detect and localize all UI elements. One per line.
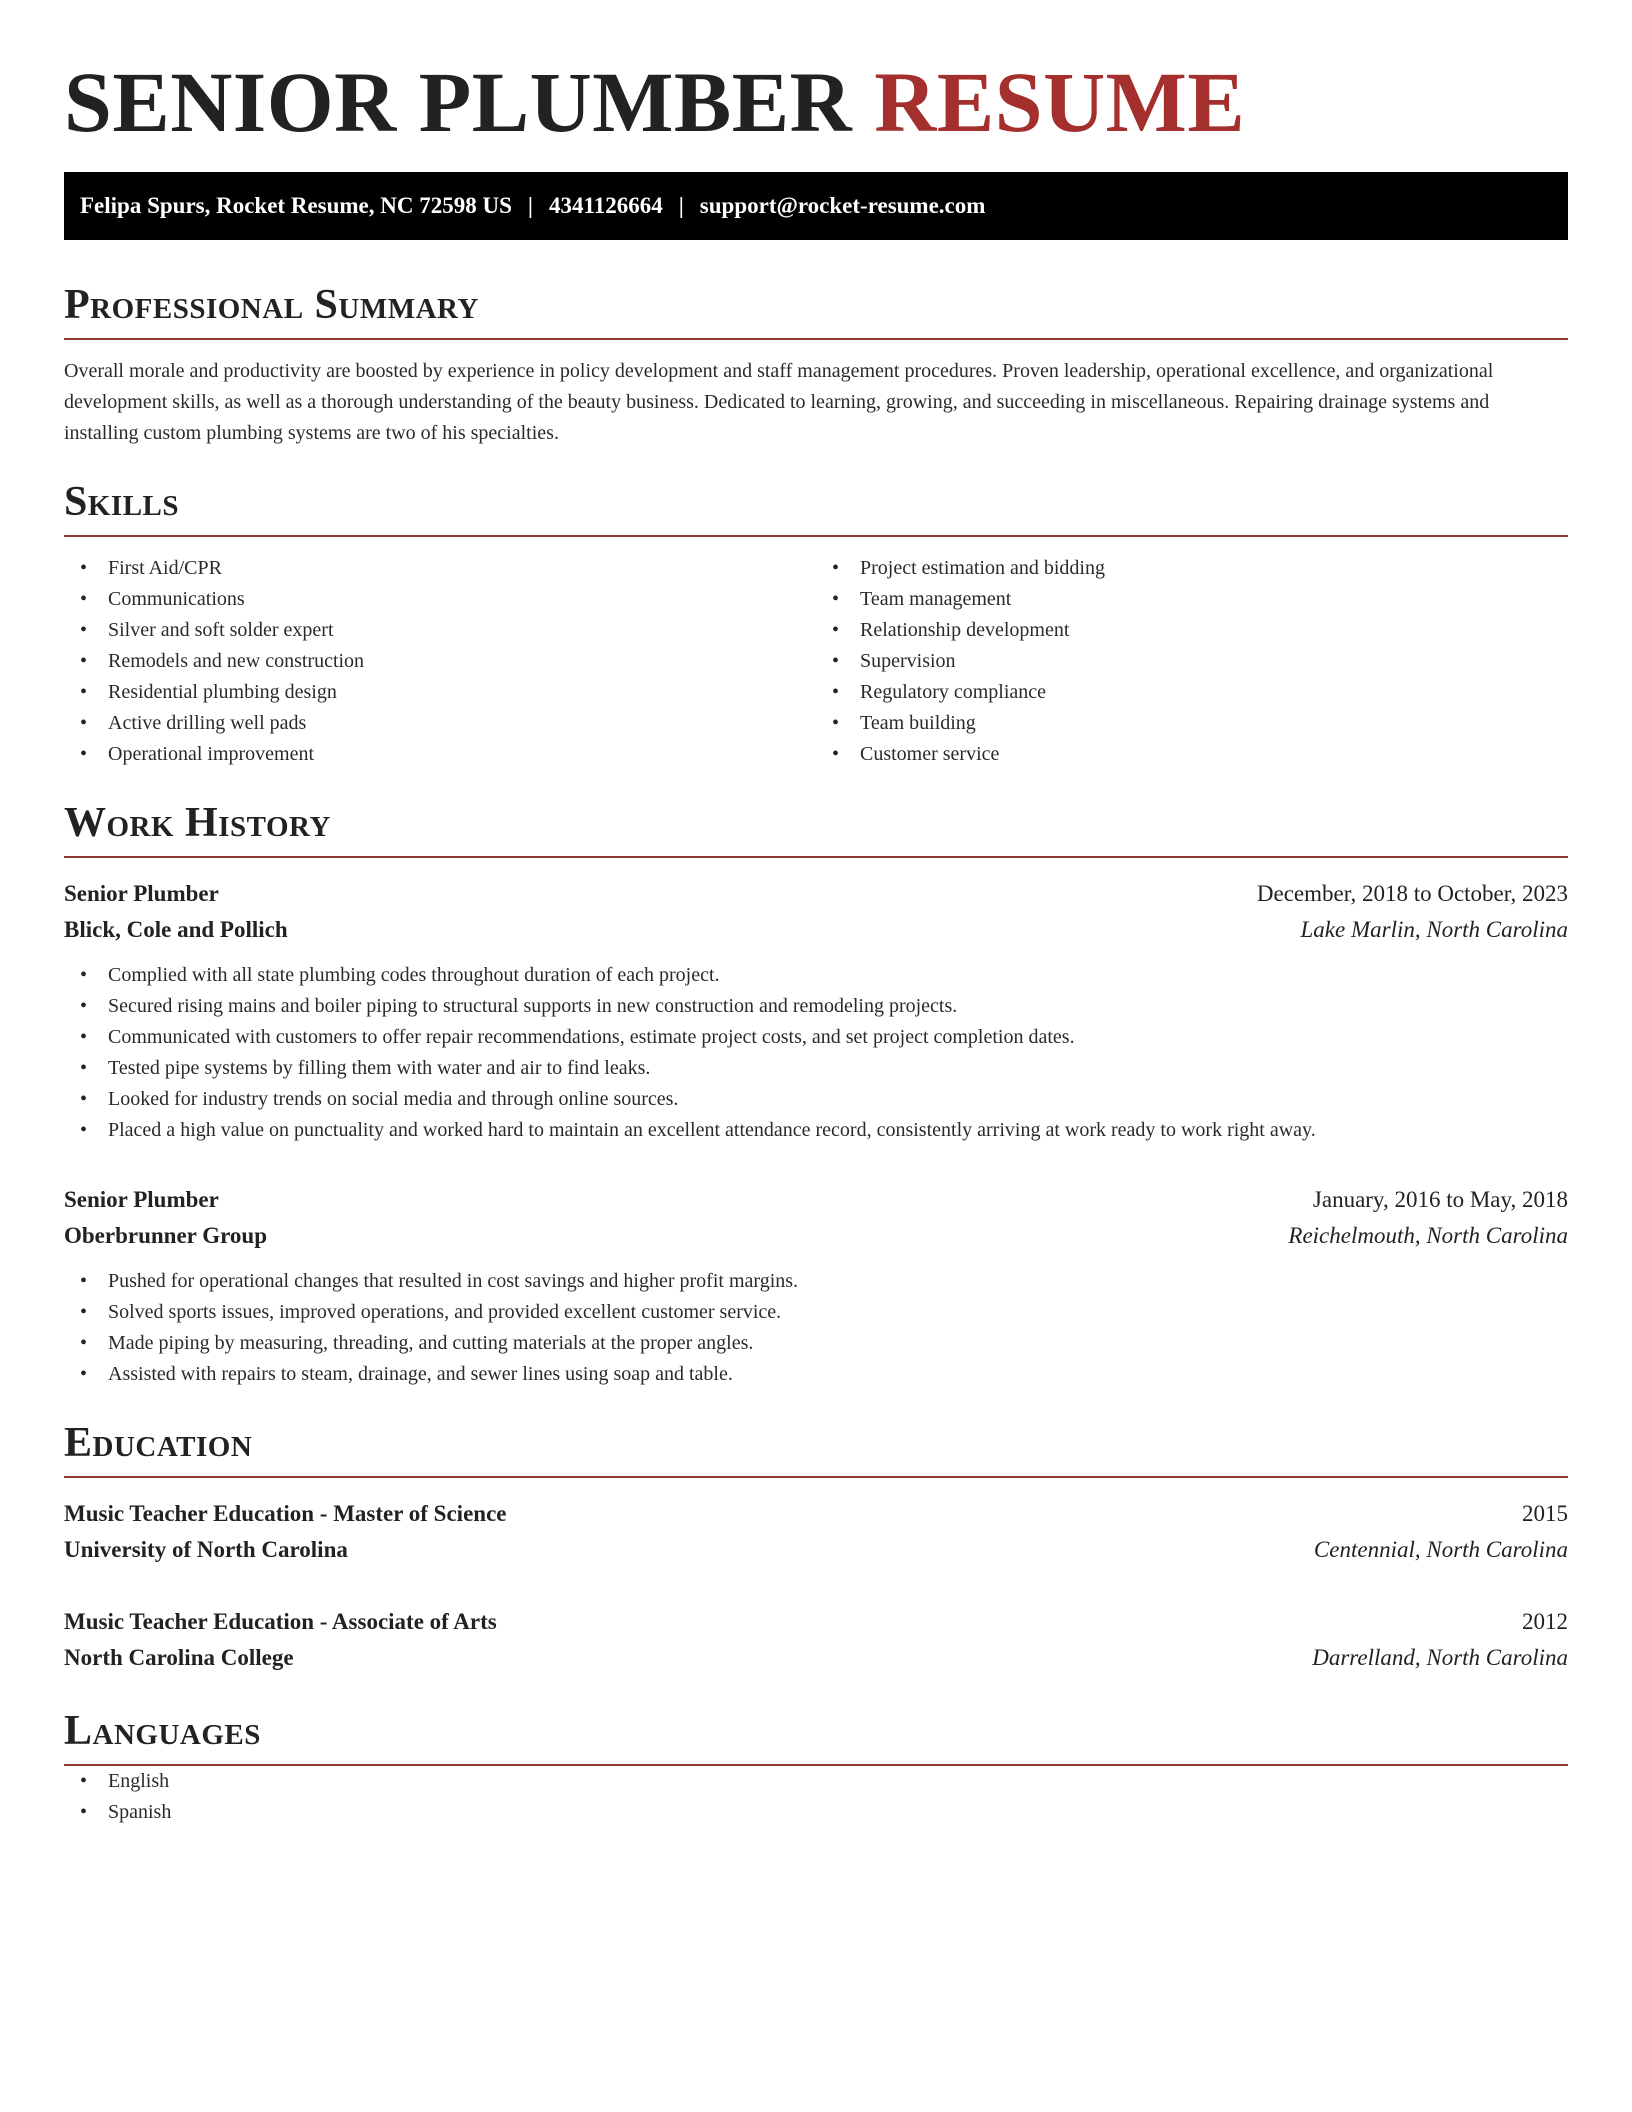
summary-text: Overall morale and productivity are boosted by experience in policy development and staff management procedures. Proven leadership, operational excellence, and organizational development skills, as well as a thorough understanding of the beauty business. Dedicated to learning, growing, and succeeding in miscellaneous. Repairing drainage systems and installing custom plumbing systems are two of his specialties. <box>64 360 1494 444</box>
education-year: 2012 <box>1522 1609 1568 1634</box>
skill-item: • Active drilling well pads <box>64 708 816 739</box>
contact-address: Felipa Spurs, Rocket Resume, NC 72598 US <box>80 193 512 218</box>
contact-bar <box>64 172 1568 240</box>
job-company: Blick, Cole and Pollich <box>64 917 288 942</box>
contact-email: support@rocket-resume.com <box>699 193 986 218</box>
language-item: • Spanish <box>64 1797 1568 1828</box>
resume-title <box>64 0 1568 152</box>
job-bullet: • Solved sports issues, improved operations, and provided excellent customer service. <box>64 1297 1568 1328</box>
skill-item: • Remodels and new construction <box>64 646 816 677</box>
languages-section <box>64 1706 1568 1828</box>
job-entry <box>64 1182 1568 1390</box>
job-header-row <box>64 1182 1568 1218</box>
job-dates: December, 2018 to October, 2023 <box>1256 881 1568 906</box>
skill-item: • Customer service <box>816 739 1568 770</box>
skills-column-left <box>64 553 816 770</box>
education-school-row <box>64 1532 1568 1568</box>
summary-section <box>64 280 1568 449</box>
job-bullet: • Looked for industry trends on social media and through online sources. <box>64 1084 1568 1115</box>
job-bullet: • Secured rising mains and boiler piping to structural supports in new construction and remodeling projects. <box>64 991 1568 1022</box>
job-title: Senior Plumber <box>64 881 219 906</box>
education-school: North Carolina College <box>64 1645 294 1670</box>
summary-heading: Professional Summary <box>64 280 1568 340</box>
skill-item: • Operational improvement <box>64 739 816 770</box>
skill-item: • Communications <box>64 584 816 615</box>
education-entry <box>64 1604 1568 1676</box>
skill-item: • Residential plumbing design <box>64 677 816 708</box>
title-main: SENIOR PLUMBER <box>64 54 853 150</box>
title-accent: RESUME <box>874 54 1246 150</box>
education-section <box>64 1418 1568 1676</box>
skills-heading: Skills <box>64 477 1568 537</box>
education-entry <box>64 1496 1568 1568</box>
job-bullet: • Communicated with customers to offer repair recommendations, estimate project costs, and set project completion dates. <box>64 1022 1568 1053</box>
skill-item: • Silver and soft solder expert <box>64 615 816 646</box>
job-title: Senior Plumber <box>64 1187 219 1212</box>
skill-item: • Team management <box>816 584 1568 615</box>
education-heading: Education <box>64 1418 1568 1478</box>
skill-item: • Regulatory compliance <box>816 677 1568 708</box>
contact-separator: | <box>678 193 684 218</box>
education-location: Darrelland, North Carolina <box>1312 1645 1568 1670</box>
skill-item: • Supervision <box>816 646 1568 677</box>
education-degree: Music Teacher Education - Master of Science <box>64 1501 507 1526</box>
job-bullet: • Assisted with repairs to steam, drainage, and sewer lines using soap and table. <box>64 1359 1568 1390</box>
skill-item: • Relationship development <box>816 615 1568 646</box>
job-bullet: • Complied with all state plumbing codes throughout duration of each project. <box>64 960 1568 991</box>
languages-list <box>64 1766 1568 1828</box>
skills-list-left <box>64 553 816 770</box>
skill-item: • Project estimation and bidding <box>816 553 1568 584</box>
work-heading: Work History <box>64 798 1568 858</box>
job-company-row <box>64 1218 1568 1254</box>
education-degree: Music Teacher Education - Associate of Arts <box>64 1609 497 1634</box>
job-bullets <box>64 960 1568 1146</box>
education-location: Centennial, North Carolina <box>1313 1537 1568 1562</box>
skills-list-right <box>816 553 1568 770</box>
job-bullet: • Tested pipe systems by filling them with water and air to find leaks. <box>64 1053 1568 1084</box>
skills-column-right <box>816 553 1568 770</box>
work-section <box>64 798 1568 1390</box>
contact-phone: 4341126664 <box>548 193 663 218</box>
education-school-row <box>64 1640 1568 1676</box>
education-degree-row <box>64 1604 1568 1640</box>
skills-section <box>64 477 1568 770</box>
job-bullet: • Pushed for operational changes that resulted in cost savings and higher profit margins. <box>64 1266 1568 1297</box>
job-bullets <box>64 1266 1568 1390</box>
skill-item: • Team building <box>816 708 1568 739</box>
job-location: Lake Marlin, North Carolina <box>1300 917 1568 942</box>
job-entry <box>64 876 1568 1146</box>
education-school: University of North Carolina <box>64 1537 348 1562</box>
job-bullet: • Made piping by measuring, threading, and cutting materials at the proper angles. <box>64 1328 1568 1359</box>
skill-item: • First Aid/CPR <box>64 553 816 584</box>
language-item: • English <box>64 1766 1568 1797</box>
education-year: 2015 <box>1522 1501 1568 1526</box>
job-header-row <box>64 876 1568 912</box>
job-dates: January, 2016 to May, 2018 <box>1312 1187 1568 1212</box>
job-company: Oberbrunner Group <box>64 1223 267 1248</box>
job-location: Reichelmouth, North Carolina <box>1288 1223 1568 1248</box>
contact-separator: | <box>527 193 533 218</box>
job-bullet: • Placed a high value on punctuality and worked hard to maintain an excellent attendance record, consistently arriving at work ready to work right away. <box>64 1115 1568 1146</box>
education-degree-row <box>64 1496 1568 1532</box>
languages-heading: Languages <box>64 1706 1568 1766</box>
job-company-row <box>64 912 1568 948</box>
skills-grid <box>64 553 1568 770</box>
